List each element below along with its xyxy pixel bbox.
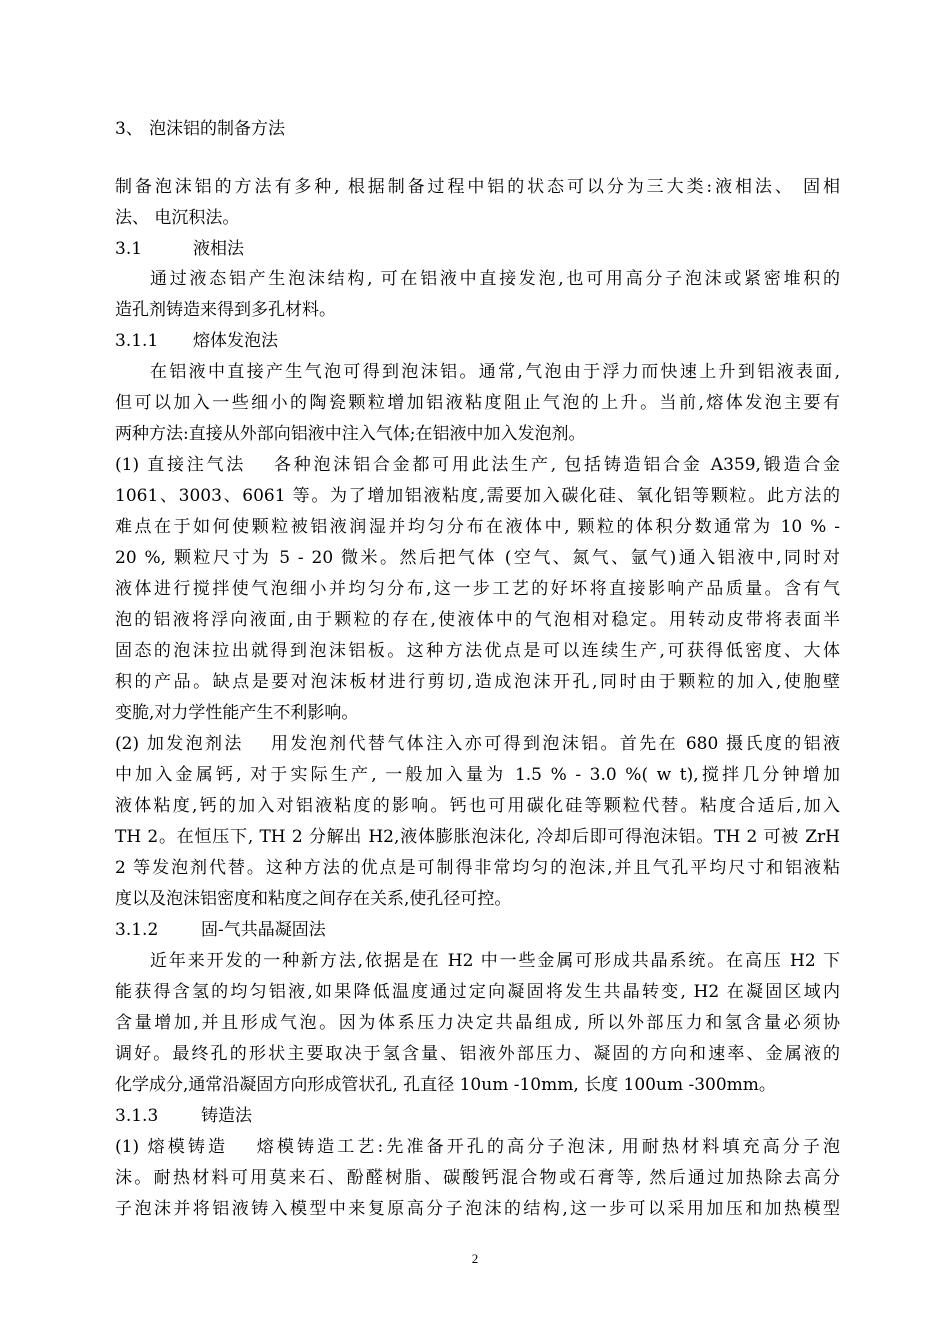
section-title: 泡沫铝的制备方法 (149, 119, 285, 139)
subsection-heading (115, 1104, 840, 1128)
method-line: (1) 熔模铸造 熔模铸造工艺:先准备开孔的高分子泡沫, 用耐热材料填充高分子泡 (115, 1137, 840, 1157)
subsection-number: 3.1.1 (115, 331, 159, 351)
method-line: 子泡沫并将铝液铸入模型中来复原高分子泡沫的结构,这一步可以采用加压和加热模型 (115, 1199, 840, 1219)
subsection-title: 熔体发泡法 (193, 331, 278, 351)
method-line: 2 等发泡剂代替。这种方法的优点是可制得非常均匀的泡沫,并且气孔平均尺寸和铝液粘 (115, 858, 840, 878)
method-line: 积的产品。缺点是要对泡沫板材进行剪切,造成泡沫开孔,同时由于颗粒的加入,使胞壁 (115, 672, 840, 692)
method-line: TH 2。在恒压下, TH 2 分解出 H2,液体膨胀泡沫化, 冷却后即可得泡沫铝。TH 2 可被 ZrH (115, 827, 840, 847)
subsection-title: 铸造法 (201, 1106, 252, 1126)
paragraph-line: 两种方法:直接从外部向铝液中注入气体;在铝液中加入发泡剂。 (115, 424, 586, 444)
section-number: 3、 (115, 119, 143, 139)
subsection-heading (115, 329, 840, 353)
subsection-title: 固-气共晶凝固法 (201, 920, 326, 940)
paragraph-line: 制备泡沫铝的方法有多种, 根据制备过程中铝的状态可以分为三大类:液相法、 固相 (115, 177, 840, 197)
paragraph-line: 化学成分,通常沿凝固方向形成管状孔, 孔直径 10um -10mm, 长度 100um -300mm。 (115, 1075, 776, 1095)
method-line: 度以及泡沫铝密度和粘度之间存在关系,使孔径可控。 (115, 889, 512, 909)
paragraph-line: 调好。最终孔的形状主要取决于氢含量、铝液外部压力、凝固的方向和速率、金属液的 (115, 1044, 840, 1064)
paragraph-line: 但可以加入一些细小的陶瓷颗粒增加铝液粘度阻止气泡的上升。当前,熔体发泡主要有 (115, 393, 840, 413)
method-line: 20 %, 颗粒尺寸为 5 - 20 微米。然后把气体 (空气、氮气、氩气)通入铝液中,同时对 (115, 548, 840, 568)
method-line: (2) 加发泡剂法 用发泡剂代替气体注入亦可得到泡沫铝。首先在 680 摄氏度的铝液 (115, 734, 840, 754)
method-line: 固态的泡沫拉出就得到泡沫铝板。这种方法优点是可以连续生产,可获得低密度、大体 (115, 641, 840, 661)
method-line: 1061、3003、6061 等。为了增加铝液粘度,需要加入碳化硅、氧化铝等颗粒。此方法的 (115, 486, 840, 506)
subsection-number: 3.1.2 (115, 920, 159, 940)
subsection-heading (115, 918, 840, 942)
method-line: 难点在于如何使颗粒被铝液润湿并均匀分布在液体中, 颗粒的体积分数通常为 10 % - (115, 517, 840, 537)
method-line: 沫。耐热材料可用莫来石、酚醛树脂、碳酸钙混合物或石膏等, 然后通过加热除去高分 (115, 1168, 840, 1188)
page-number: 2 (471, 1251, 479, 1266)
method-line: 泡的铝液将浮向液面,由于颗粒的存在,使液体中的气泡相对稳定。用转动皮带将表面半 (115, 610, 840, 630)
section-heading (115, 117, 840, 141)
method-line: 液体粘度,钙的加入对铝液粘度的影响。钙也可用碳化硅等颗粒代替。粘度合适后,加入 (115, 796, 840, 816)
method-line: 液体进行搅拌使气泡细小并均匀分布,这一步工艺的好坏将直接影响产品质量。含有气 (115, 579, 840, 599)
subsection-number: 3.1 (115, 239, 143, 259)
paragraph-line: 含量增加,并且形成气泡。因为体系压力决定共晶组成, 所以外部压力和氢含量必须协 (115, 1013, 840, 1033)
paragraph-line: 在铝液中直接产生气泡可得到泡沫铝。通常,气泡由于浮力而快速上升到铝液表面, (150, 362, 840, 382)
method-line: 变脆,对力学性能产生不利影响。 (115, 703, 359, 723)
paragraph-line: 近年来开发的一种新方法,依据是在 H2 中一些金属可形成共晶系统。在高压 H2 下 (150, 951, 840, 971)
method-line: 中加入金属钙, 对于实际生产, 一般加入量为 1.5 % - 3.0 %( w t),搅拌几分钟增加 (115, 765, 840, 785)
subsection-heading (115, 237, 840, 261)
paragraph-line: 通过液态铝产生泡沫结构, 可在铝液中直接发泡,也可用高分子泡沫或紧密堆积的 (150, 269, 840, 289)
paragraph-line: 能获得含氢的均匀铝液,如果降低温度通过定向凝固将发生共晶转变, H2 在凝固区域内 (115, 982, 840, 1002)
subsection-title: 液相法 (193, 239, 244, 259)
method-line: (1) 直接注气法 各种泡沫铝合金都可用此法生产, 包括铸造铝合金 A359,锻造合金 (115, 455, 840, 475)
paragraph-line: 法、 电沉积法。 (115, 208, 240, 228)
paragraph-line: 造孔剂铸造来得到多孔材料。 (115, 300, 336, 320)
subsection-number: 3.1.3 (115, 1106, 159, 1126)
